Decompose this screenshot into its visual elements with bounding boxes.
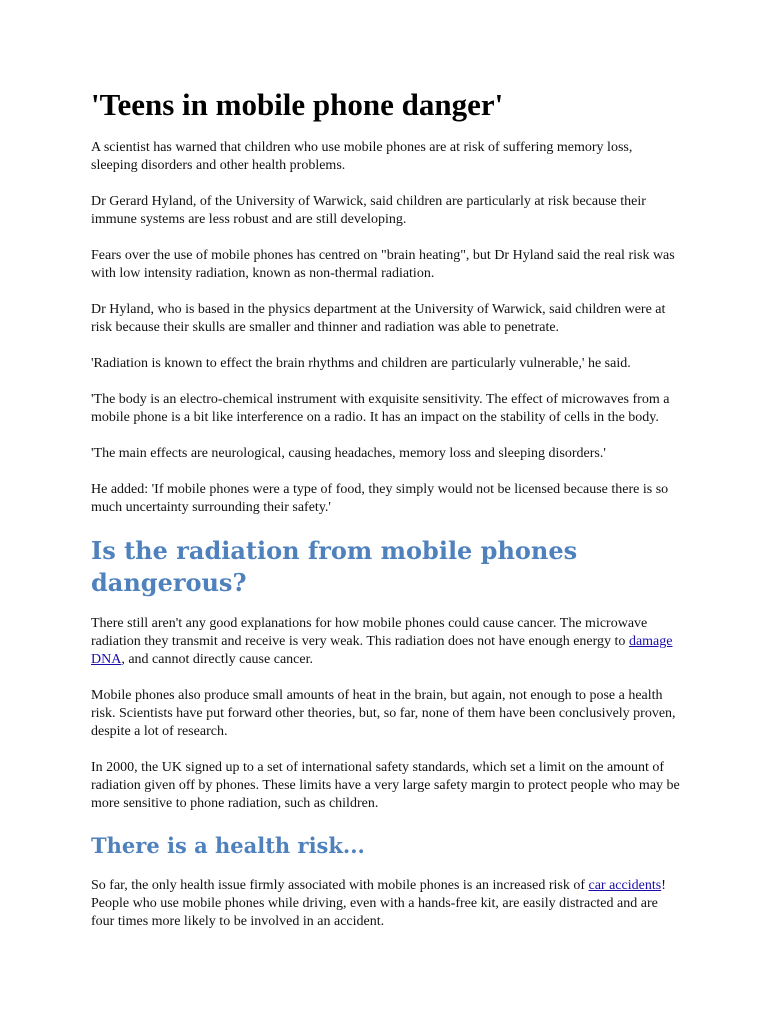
article-paragraph: A scientist has warned that children who use mobile phones are at risk of suffering memory loss, sleeping disorders and other health problems.	[91, 140, 633, 173]
paragraph-text: , and cannot directly cause cancer.	[121, 652, 313, 667]
article-paragraph: Dr Hyland, who is based in the physics department at the University of Warwick, said children were at risk because their skulls are smaller and thinner and radiation was able to penetrate.	[91, 302, 666, 335]
article-paragraph: Dr Gerard Hyland, of the University of Warwick, said children are particularly at risk because their immune systems are less robust and are still developing.	[91, 194, 646, 227]
section-heading-health-risk: There is a health risk...	[91, 833, 365, 858]
section-paragraph: Mobile phones also produce small amounts of heat in the brain, but again, not enough to pose a health risk. Scientists have put forward other theories, but, so far, none of them have been conclusively proven, despite a lot of research.	[91, 688, 676, 739]
article-paragraph: 'The body is an electro-chemical instrument with exquisite sensitivity. The effect of microwaves from a mobile phone is a bit like interference on a radio. It has an impact on the stability of cells in the body.	[91, 392, 670, 425]
section-paragraph	[91, 615, 681, 669]
paragraph-text: So far, the only health issue firmly associated with mobile phones is an increased risk of	[91, 878, 589, 893]
section-paragraph	[91, 877, 681, 931]
article-title: 'Teens in mobile phone danger'	[91, 87, 504, 122]
car-accidents-link[interactable]: car accidents	[588, 878, 662, 893]
article-paragraph: 'The main effects are neurological, causing headaches, memory loss and sleeping disorders.'	[91, 446, 606, 461]
paragraph-text: ! People who use mobile phones while driving, even with a hands-free kit, are easily distracted and are four times more likely to be involved in an accident.	[91, 878, 666, 929]
damage-dna-link[interactable]: damage DNA	[91, 634, 673, 667]
section-heading-radiation: Is the radiation from mobile phones dangerous?	[91, 536, 578, 597]
article-paragraph: 'Radiation is known to effect the brain rhythms and children are particularly vulnerable,' he said.	[91, 356, 631, 371]
document-page	[91, 86, 681, 949]
section-paragraph: In 2000, the UK signed up to a set of international safety standards, which set a limit on the amount of radiation given off by phones. These limits have a very large safety margin to protect people who may be more sensitive to phone radiation, such as children.	[91, 760, 680, 811]
article-paragraph: He added: 'If mobile phones were a type of food, they simply would not be licensed because there is so much uncertainty surrounding their safety.'	[91, 482, 669, 515]
article-paragraph: Fears over the use of mobile phones has centred on "brain heating", but Dr Hyland said the real risk was with low intensity radiation, known as non-thermal radiation.	[91, 248, 675, 281]
paragraph-text: There still aren't any good explanations for how mobile phones could cause cancer. The microwave radiation they transmit and receive is very weak. This radiation does not have enough energy to	[91, 616, 648, 649]
